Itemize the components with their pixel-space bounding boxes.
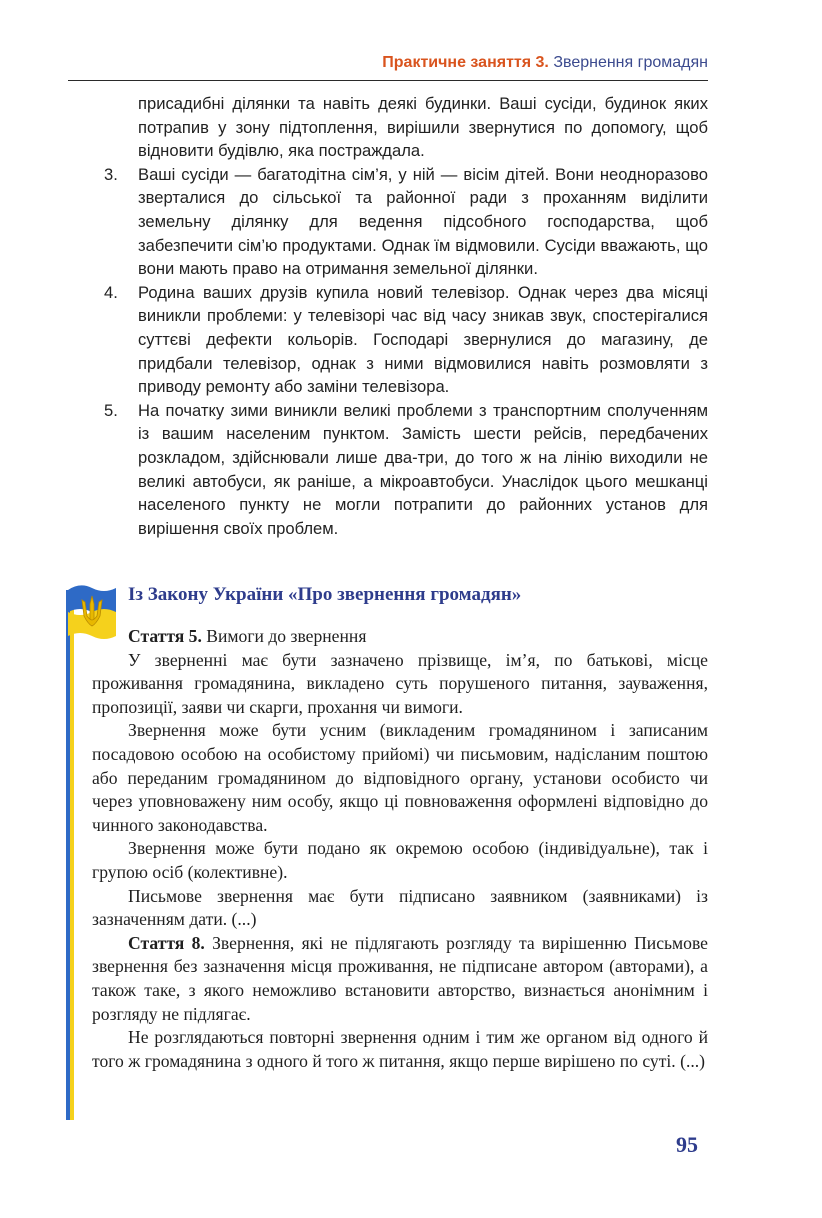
list-item bbox=[100, 281, 708, 399]
list-item-number: 4. bbox=[104, 282, 118, 302]
law-paragraph: У зверненні має бути зазначено прізвище, ім’я, по батькові, місце проживання громадянина, викладено суть порушеного питання, зауваження, пропозиції, заяви чи скарги, прохання чи вимоги. bbox=[92, 649, 708, 717]
law-paragraph: Стаття 5. Вимоги до звернення bbox=[128, 626, 367, 646]
law-excerpt bbox=[92, 625, 708, 1073]
chapter-subtitle: Звернення громадян bbox=[553, 54, 708, 71]
page-number: 95 bbox=[676, 1132, 698, 1157]
list-item-text: Родина ваших друзів купила новий телевізор. Однак через два місяці виникли проблеми: у телевізорі час від часу зникав звук, спостерігалися суттєві дефекти кольорів. Господарі звернулися до магазину, де придбали телевізор, однак з ними відмовилися навіть розмовляти з приводу ремонту або заміни телевізора. bbox=[138, 282, 708, 397]
chapter-label: Практичне заняття 3. bbox=[382, 54, 549, 71]
law-paragraph: Не розглядаються повторні звернення одним і тим же органом від одного й того ж громадянина з одного й того ж питання, якщо перше вирішено по суті. (...) bbox=[92, 1027, 708, 1071]
flag-stripe-yellow bbox=[70, 590, 74, 1120]
list-item bbox=[100, 399, 708, 541]
list-item bbox=[100, 92, 708, 163]
list-item-text: присадибні ділянки та навіть деякі будинки. Ваші сусіди, будинок яких потрапив у зону підтоплення, вирішили звернутися по допомогу, щоб відновити будівлю, яка постраждала. bbox=[138, 94, 708, 161]
list-item-number: 3. bbox=[104, 164, 118, 184]
law-paragraph: Стаття 8. Звернення, які не підлягають розгляду та вирішенню Письмове звернення без зазначення місця проживання, не підписане автором (авторами), а також таке, з якого неможливо встановити авторство, визнається анонімним і розгляду не підлягає. bbox=[92, 932, 708, 1024]
article-heading: Стаття 8. bbox=[128, 932, 205, 953]
law-paragraph: Звернення може бути подано як окремою особою (індивідуальне), так і групою осіб (колективне). bbox=[92, 838, 708, 882]
list-item bbox=[100, 163, 708, 281]
list-item-number: 5. bbox=[104, 400, 118, 420]
law-paragraph: Письмове звернення має бути підписано заявником (заявниками) із зазначенням дати. (...) bbox=[92, 885, 708, 930]
list-item-text: Ваші сусіди — багатодітна сім’я, у ній — вісім дітей. Вони неодноразово зверталися до сільської та районної ради з проханням виділити земельну ділянку для ведення підсобного господарства, щоб забезпечити сім’ю продуктами. Однак їм відмовили. Сусіди вважають, що вони мають право на отримання земельної ділянки. bbox=[138, 164, 708, 279]
page-header bbox=[68, 50, 708, 81]
law-paragraph: Звернення може бути усним (викладеним громадянином і записаним посадовою особою на особистому прийомі) чи письмовим, надісланим поштою або переданим громадянином до відповідного органу, установи особисто чи через уповноважену ним особу, якщо ці повноваження оформлені відповідно до чинного законодавства. bbox=[92, 720, 708, 835]
law-section-title: Із Закону України «Про звернення громадян» bbox=[128, 584, 522, 605]
article-heading: Стаття 5. bbox=[128, 626, 202, 646]
practice-list bbox=[100, 92, 708, 540]
list-item-text: На початку зими виникли великі проблеми з транспортним сполученням із вашим населеним пунктом. Замість шести рейсів, передбачених розкладом, здійснювали лише два-три, до того ж на лінію виходили не великі автобуси, як раніше, а мікроавтобуси. Унаслідок цього мешканці населеного пункту не могли потрапити до районних установ для вирішення своїх проблем. bbox=[138, 400, 708, 538]
